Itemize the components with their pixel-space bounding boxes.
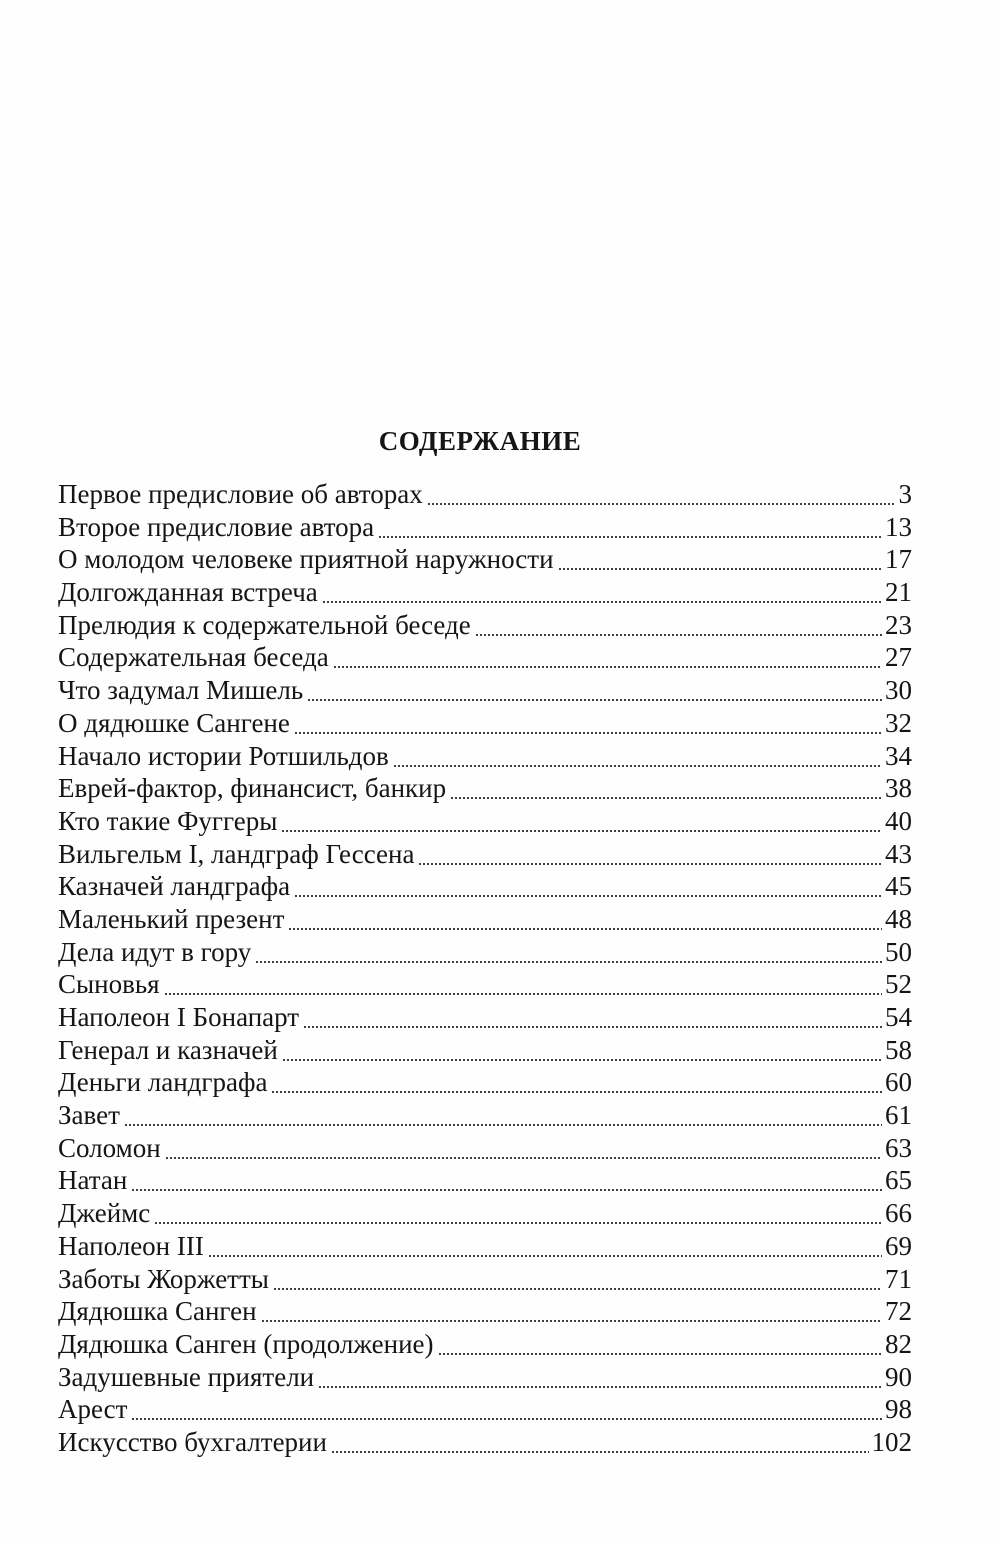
toc-entry-title: Начало истории Ротшильдов — [58, 740, 389, 771]
dot-leader — [307, 674, 882, 707]
toc-entry-title: О дядюшке Сангене — [58, 707, 290, 738]
toc-entry-title: Казначей ландграфа — [58, 871, 291, 902]
toc-entry — [58, 1295, 912, 1328]
dot-leader — [261, 1295, 882, 1328]
toc-entry-title: Джеймс — [58, 1198, 151, 1229]
toc-entry — [58, 1393, 912, 1426]
toc-heading: СОДЕРЖАНИЕ — [378, 426, 582, 456]
toc-entry-page-number: 45 — [885, 871, 912, 902]
dot-leader — [288, 903, 882, 936]
toc-entry-page-number: 23 — [885, 609, 912, 640]
toc-entry-page-number: 40 — [885, 805, 912, 836]
dot-leader — [164, 968, 882, 1001]
toc-entry-title: Первое предисловие об авторах — [58, 479, 423, 509]
table-of-contents — [58, 478, 912, 1459]
toc-entry — [58, 1230, 912, 1263]
dot-leader — [294, 707, 882, 740]
toc-entry — [58, 1361, 912, 1394]
dot-leader — [282, 1034, 882, 1067]
dot-leader — [322, 576, 882, 609]
dot-leader — [255, 936, 882, 969]
dot-leader — [558, 543, 882, 576]
dot-leader — [208, 1230, 882, 1263]
toc-entry — [58, 740, 912, 773]
toc-entry-page-number: 3 — [898, 479, 912, 509]
toc-entry — [58, 1164, 912, 1197]
dot-leader — [333, 641, 882, 674]
dot-leader — [131, 1393, 882, 1426]
toc-entry-page-number: 66 — [885, 1198, 912, 1229]
dot-leader — [131, 1164, 882, 1197]
toc-entry-title: Дела идут в гору — [58, 936, 252, 967]
toc-entry-page-number: 60 — [885, 1067, 912, 1098]
toc-entry — [58, 1066, 912, 1099]
toc-entry-page-number: 27 — [885, 642, 912, 673]
dot-leader — [475, 609, 882, 642]
toc-entry-page-number: 30 — [885, 675, 912, 706]
toc-entry-page-number: 98 — [885, 1394, 912, 1425]
toc-entry — [58, 478, 912, 511]
toc-entry-title: Деньги ландграфа — [58, 1067, 268, 1098]
toc-entry-title: Искусство бухгалтерии — [58, 1426, 327, 1457]
toc-entry-page-number: 52 — [885, 969, 912, 1000]
toc-entry-title: Генерал и казначей — [58, 1034, 278, 1065]
toc-entry — [58, 1426, 912, 1459]
dot-leader — [271, 1066, 882, 1099]
toc-entry — [58, 609, 912, 642]
toc-entry-page-number: 82 — [885, 1328, 912, 1359]
toc-entry-title: О молодом человеке приятной наружности — [58, 544, 554, 575]
toc-entry-title: Маленький презент — [58, 903, 285, 934]
toc-entry — [58, 641, 912, 674]
dot-leader — [450, 772, 882, 805]
toc-entry-page-number: 69 — [885, 1230, 912, 1261]
toc-entry — [58, 936, 912, 969]
toc-entry-page-number: 102 — [871, 1426, 912, 1457]
toc-entry-page-number: 58 — [885, 1034, 912, 1065]
toc-entry — [58, 772, 912, 805]
toc-entry — [58, 707, 912, 740]
toc-entry-page-number: 54 — [885, 1002, 912, 1032]
dot-leader — [303, 1001, 882, 1034]
toc-entry-page-number: 34 — [885, 740, 912, 771]
toc-entry-title: Наполеон III — [58, 1230, 204, 1261]
toc-entry-page-number: 61 — [885, 1100, 912, 1131]
toc-entry-page-number: 72 — [885, 1296, 912, 1327]
toc-entry-page-number: 65 — [885, 1165, 912, 1196]
toc-entry-page-number: 63 — [885, 1132, 912, 1163]
toc-entry-title: Завет — [58, 1100, 120, 1131]
dot-leader — [124, 1099, 882, 1132]
dot-leader — [438, 1328, 883, 1361]
toc-entry-title: Долгожданная встреча — [58, 577, 318, 608]
toc-entry-page-number: 17 — [885, 544, 912, 575]
toc-entry-title: Арест — [58, 1394, 128, 1425]
toc-entry-title: Содержательная беседа — [58, 642, 329, 673]
toc-entry-page-number: 48 — [885, 903, 912, 934]
toc-entry — [58, 1099, 912, 1132]
toc-entry-title: Сыновья — [58, 969, 160, 1000]
toc-entry-page-number: 13 — [885, 511, 912, 542]
dot-leader — [281, 805, 882, 838]
toc-entry-page-number: 43 — [885, 838, 912, 869]
toc-entry — [58, 543, 912, 576]
dot-leader — [393, 740, 882, 773]
toc-entry-page-number: 38 — [885, 773, 912, 804]
toc-entry — [58, 674, 912, 707]
dot-leader — [165, 1132, 882, 1165]
toc-entry — [58, 805, 912, 838]
toc-entry-page-number: 90 — [885, 1361, 912, 1392]
toc-entry-title: Дядюшка Санген — [58, 1296, 257, 1327]
toc-entry — [58, 1197, 912, 1230]
dot-leader — [318, 1361, 882, 1394]
toc-entry — [58, 576, 912, 609]
toc-entry-page-number: 71 — [885, 1263, 912, 1294]
toc-entry-title: Вильгельм I, ландграф Гессена — [58, 838, 415, 869]
toc-entry-title: Натан — [58, 1165, 128, 1196]
toc-entry — [58, 1263, 912, 1296]
dot-leader — [294, 870, 882, 903]
toc-entry-page-number: 21 — [885, 577, 912, 608]
toc-entry — [58, 968, 912, 1001]
dot-leader — [418, 838, 882, 871]
toc-entry-page-number: 32 — [885, 707, 912, 738]
toc-entry-title: Наполеон I Бонапарт — [58, 1002, 300, 1032]
toc-entry-title: Второе предисловие автора — [58, 511, 375, 542]
dot-leader — [427, 478, 896, 511]
toc-entry-title: Кто такие Фуггеры — [58, 805, 278, 836]
toc-entry — [58, 870, 912, 903]
toc-entry — [58, 838, 912, 871]
toc-entry-title: Прелюдия к содержательной беседе — [58, 609, 471, 640]
dot-leader — [154, 1197, 882, 1230]
toc-entry-title: Заботы Жоржетты — [58, 1263, 269, 1294]
dot-leader — [378, 511, 882, 544]
dot-leader — [273, 1263, 882, 1296]
toc-entry-title: Задушевные приятели — [58, 1361, 315, 1392]
dot-leader — [331, 1426, 869, 1459]
toc-entry — [58, 1034, 912, 1067]
toc-entry-title: Еврей-фактор, финансист, банкир — [58, 773, 447, 804]
toc-entry-title: Соломон — [58, 1132, 161, 1163]
toc-entry-title: Что задумал Мишель — [58, 675, 304, 706]
toc-entry — [58, 1328, 912, 1361]
toc-entry — [58, 1132, 912, 1165]
toc-entry-title: Дядюшка Санген (продолжение) — [58, 1328, 434, 1359]
toc-entry — [58, 903, 912, 936]
toc-entry — [58, 511, 912, 544]
toc-entry — [58, 1001, 912, 1034]
toc-entry-page-number: 50 — [885, 936, 912, 967]
